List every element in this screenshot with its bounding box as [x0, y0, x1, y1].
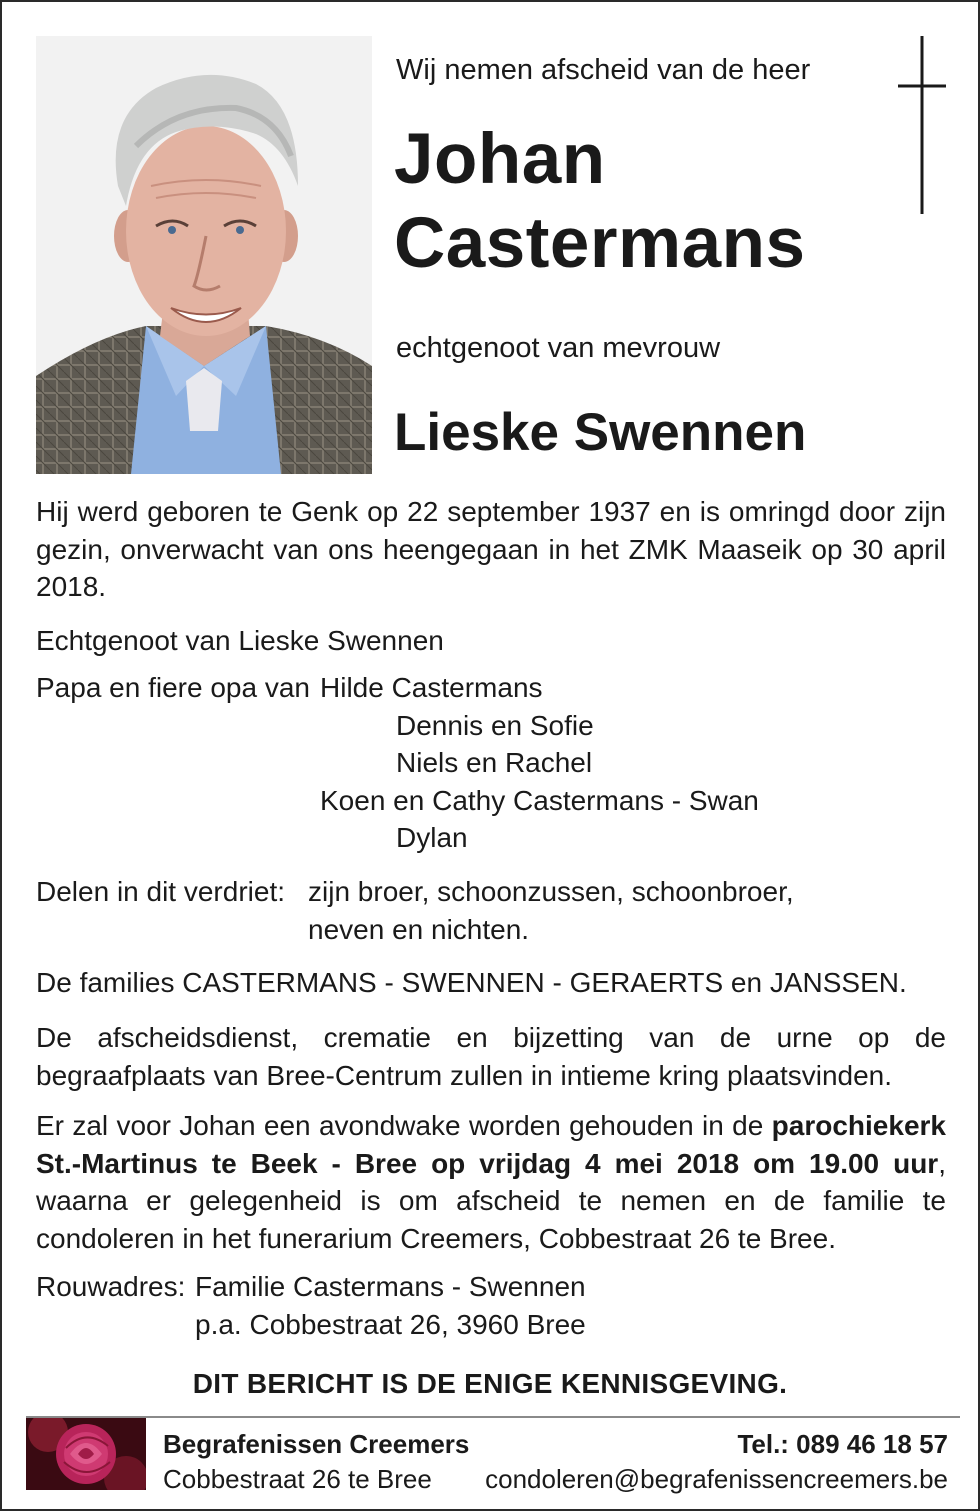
- address-line: Familie Castermans - Swennen: [195, 1271, 586, 1302]
- spouse-line: Echtgenoot van Lieske Swennen: [36, 625, 444, 656]
- spouse-intro-line: echtgenoot van mevrouw: [396, 332, 721, 364]
- cross-icon: [896, 36, 948, 216]
- grief-line: zijn broer, schoonzussen, schoonbroer,: [308, 876, 794, 907]
- address-label: Rouwadres:: [36, 1271, 186, 1302]
- wake-location-time: parochiekerk St.-Martinus te Beek - Bree op vrijdag 4 mei 2018 om 19.00 uur: [36, 1110, 946, 1179]
- wake-text: , waarna er gelegenheid is om afscheid te nemen en de familie te condoleren in het funerarium Creemers, Cobbestraat 26 te Bree.: [36, 1147, 946, 1254]
- grief-label: Delen in dit verdriet:: [36, 876, 286, 907]
- rose-image: [26, 1418, 146, 1490]
- grief-line: neven en nichten.: [308, 914, 530, 945]
- address-line: p.a. Cobbestraat 26, 3960 Bree: [195, 1309, 586, 1340]
- wake-paragraph: [36, 1107, 946, 1257]
- portrait-photo: [36, 36, 372, 474]
- families-line: De families CASTERMANS - SWENNEN - GERAERTS en JANSSEN.: [36, 967, 907, 998]
- company-name: Begrafenissen Creemers: [163, 1429, 470, 1459]
- grandchild-name: Dylan: [396, 822, 468, 853]
- wake-text: Er zal voor Johan een avondwake worden gehouden in de: [36, 1110, 772, 1141]
- child-name: Koen en Cathy Castermans - Swan: [320, 785, 759, 816]
- grandchild-name: Niels en Rachel: [396, 747, 593, 778]
- deceased-first-name: Johan: [394, 120, 606, 199]
- footer-divider: [26, 1416, 960, 1418]
- service-paragraph: De afscheidsdienst, crematie en bijzetting van de urne op de begraafplaats van Bree-Centrum zullen in intieme kring plaatsvinden.: [36, 1022, 946, 1091]
- children-label: Papa en fiere opa van: [36, 672, 310, 703]
- company-address: Cobbestraat 26 te Bree: [163, 1464, 432, 1494]
- deceased-last-name: Castermans: [394, 204, 806, 283]
- grandchild-name: Dennis en Sofie: [396, 710, 594, 741]
- notice: DIT BERICHT IS DE ENIGE KENNISGEVING.: [192, 1368, 788, 1399]
- deceased-name: [394, 118, 805, 286]
- company-email: condoleren@begrafenissencreemers.be: [485, 1464, 948, 1494]
- company-phone: Tel.: 089 46 18 57: [737, 1429, 948, 1459]
- intro-line: Wij nemen afscheid van de heer: [396, 54, 811, 86]
- birth-paragraph: Hij werd geboren te Genk op 22 september 1937 en is omringd door zijn gezin, onverwacht van ons heengegaan in het ZMK Maaseik op 30 april 2018.: [36, 496, 946, 602]
- spouse-name: Lieske Swennen: [394, 403, 807, 462]
- child-name: Hilde Castermans: [320, 672, 543, 703]
